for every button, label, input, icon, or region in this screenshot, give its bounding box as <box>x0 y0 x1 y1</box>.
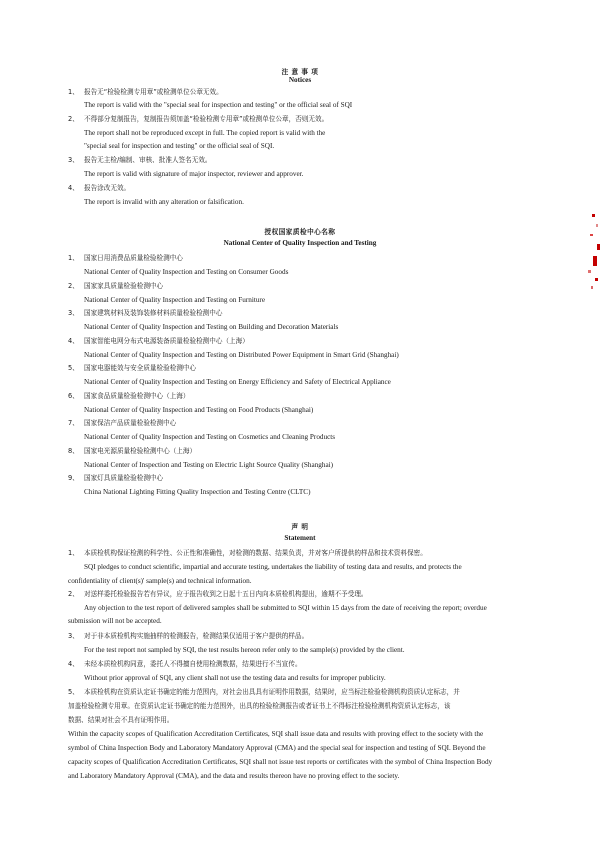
center-5-zh: 国家电器能效与安全质量检验检测中心 <box>84 364 197 372</box>
notice-4-num: 4、 <box>68 184 79 192</box>
notice-1-en: The report is valid with the "special seal for inspection and testing" or the official seal of SQI <box>84 101 353 109</box>
statement-5-en-3: capacity scopes of Qualification Accreditation Certificates, SQI shall not issue test reports or certificates with the symbol of China Inspection Body <box>68 758 493 766</box>
scan-edge-marks <box>586 214 600 294</box>
center-7-en: National Center of Quality Inspection and Testing on Cosmetics and Cleaning Products <box>84 433 336 441</box>
statement-3-num: 3、 <box>68 632 79 640</box>
center-3-en: National Center of Quality Inspection and Testing on Building and Decoration Materials <box>84 323 339 331</box>
statement-1-en-1: SQI pledges to conduct scientific, impartial and accurate testing, undertakes the liability of testing data and results, and protects the <box>84 563 462 571</box>
center-9-num: 9、 <box>68 474 79 482</box>
notice-2-num: 2、 <box>68 115 79 123</box>
center-2-num: 2、 <box>68 281 79 290</box>
center-3-zh: 国家建筑材料及装饰装修材料质量检验检测中心 <box>84 309 223 317</box>
statement-4-num: 4、 <box>68 660 79 668</box>
center-6-zh: 国家食品质量检验检测中心（上海） <box>84 391 190 400</box>
center-3-num: 3、 <box>68 309 79 317</box>
statement-2-en-2: submission will not be accepted. <box>68 617 162 625</box>
center-5-num: 5、 <box>68 364 79 372</box>
statement-3-zh: 对于非本质检机构实施抽样的检测报告，检测结果仅适用于客户提供的样品。 <box>84 632 309 640</box>
statement-5-zh-2: 加盖检验检测专用章。在资质认定证书确定的能力范围外，出具的检验检测报告或者证书上不得标注检验检测机构资质认定标志，该 <box>68 702 451 710</box>
statement-5-en-2: symbol of China Inspection Body and Laboratory Mandatory Approval (CMA) and the special seal for inspection and testing of SQI. Beyond the <box>68 744 486 752</box>
center-1-num: 1、 <box>68 254 79 262</box>
center-8-num: 8、 <box>68 446 79 455</box>
statement-title-zh: 声 明 <box>291 523 309 531</box>
notices-title-zh: 注 意 事 项 <box>281 68 319 76</box>
notice-2-en-2: "special seal for inspection and testing" or the official seal of SQI. <box>84 142 275 150</box>
center-1-zh: 国家日用消费品质量检验检测中心 <box>84 254 183 262</box>
center-8-zh: 国家电光源质量检验检测中心（上海） <box>84 446 197 455</box>
center-9-en: China National Lighting Fitting Quality Inspection and Testing Centre (CLTC) <box>84 488 311 496</box>
statement-1-zh: 本质检机构保证检测的科学性、公正性和准确性，对检测的数据、结果负责，并对客户所提供的样品和技术资料保密。 <box>84 549 427 557</box>
center-9-zh: 国家灯具质量检验检测中心 <box>84 474 164 482</box>
statement-2-zh: 对送样委托检验报告若有异议，应于报告收到之日起十五日内向本质检机构提出，逾期不予受理。 <box>84 590 368 598</box>
notice-2-zh: 不得部分复制报告，复制报告须加盖“检验检测专用章”或检测单位公章，否则无效。 <box>84 115 329 123</box>
centers-title-en: National Center of Quality Inspection and Testing <box>223 239 377 247</box>
center-8-en: National Center of Inspection and Testing on Electric Light Source Quality (Shanghai) <box>84 460 334 469</box>
center-4-zh: 国家智能电网分布式电源装备质量检验检测中心（上海） <box>84 336 249 345</box>
center-7-num: 7、 <box>68 419 79 427</box>
center-4-en: National Center of Quality Inspection and Testing on Distributed Power Equipment in Smart Grid (Shanghai) <box>84 350 399 359</box>
centers-title-zh: 授权国家质检中心名称 <box>264 228 336 236</box>
notice-3-en: The report is valid with signature of major inspector, reviewer and approver. <box>84 170 304 178</box>
center-6-en: National Center of Quality Inspection and Testing on Food Products (Shanghai) <box>84 405 314 414</box>
statement-3-en: For the test report not sampled by SQI, the test results hereon refer only to the sample(s) provided by the client. <box>84 646 405 654</box>
center-2-en: National Center of Quality Inspection and Testing on Furniture <box>84 295 266 304</box>
statement-title-en: Statement <box>284 534 316 542</box>
notice-3-num: 3、 <box>68 156 79 164</box>
statement-1-num: 1、 <box>68 549 79 557</box>
notice-4-zh: 报告涂改无效。 <box>84 184 131 192</box>
statement-5-en-4: and Laboratory Mandatory Approval (CMA), and the data and results thereon have no proving effect to the society. <box>68 772 400 780</box>
notice-3-zh: 报告无主检/编制、审核、批准人签名无效。 <box>84 156 212 164</box>
notice-2-en-1: The report shall not be reproduced except in full. The copied report is valid with the <box>84 129 326 137</box>
center-2-zh: 国家家具质量检验检测中心 <box>84 281 164 290</box>
center-7-zh: 国家保洁产品质量检验检测中心 <box>84 419 177 427</box>
statement-5-num: 5、 <box>68 688 79 696</box>
center-1-en: National Center of Quality Inspection and Testing on Consumer Goods <box>84 268 289 276</box>
statement-4-zh: 未经本质检机构同意，委托人不得擅自使用检测数据，结果进行不当宣传。 <box>84 660 302 668</box>
statement-1-en-2: confidentiality of client(s)' sample(s) and technical information. <box>68 577 252 585</box>
notice-1-zh: 报告无“检验检测专用章”或检测单位公章无效。 <box>84 88 223 96</box>
notice-1-num: 1、 <box>68 88 79 96</box>
center-5-en: National Center of Quality Inspection and Testing on Energy Efficiency and Safety of Electrical Appliance <box>84 378 391 386</box>
statement-5-en-1: Within the capacity scopes of Qualification Accreditation Certificates, SQI shall issue data and results with proving effect to the society with the <box>68 730 484 738</box>
notices-title-en: Notices <box>288 76 312 84</box>
statement-5-zh-1: 本质检机构在资质认定证书确定的能力范围内，对社会出具具有证明作用数据，结果时，应当标注检验检测机构资质认定标志，并 <box>84 688 460 696</box>
statement-4-en: Without prior approval of SQI, any client shall not use the testing data and results for improper publicity. <box>84 674 386 682</box>
statement-5-zh-3: 数据、结果对社会不具有证明作用。 <box>68 716 174 724</box>
center-4-num: 4、 <box>68 336 79 345</box>
notice-4-en: The report is invalid with any alteration or falsification. <box>84 198 244 206</box>
center-6-num: 6、 <box>68 391 79 400</box>
statement-2-en-1: Any objection to the test report of delivered samples shall be submitted to SQI within 15 days from the date of receiving the report; overdue <box>84 604 487 612</box>
statement-2-num: 2、 <box>68 590 79 598</box>
